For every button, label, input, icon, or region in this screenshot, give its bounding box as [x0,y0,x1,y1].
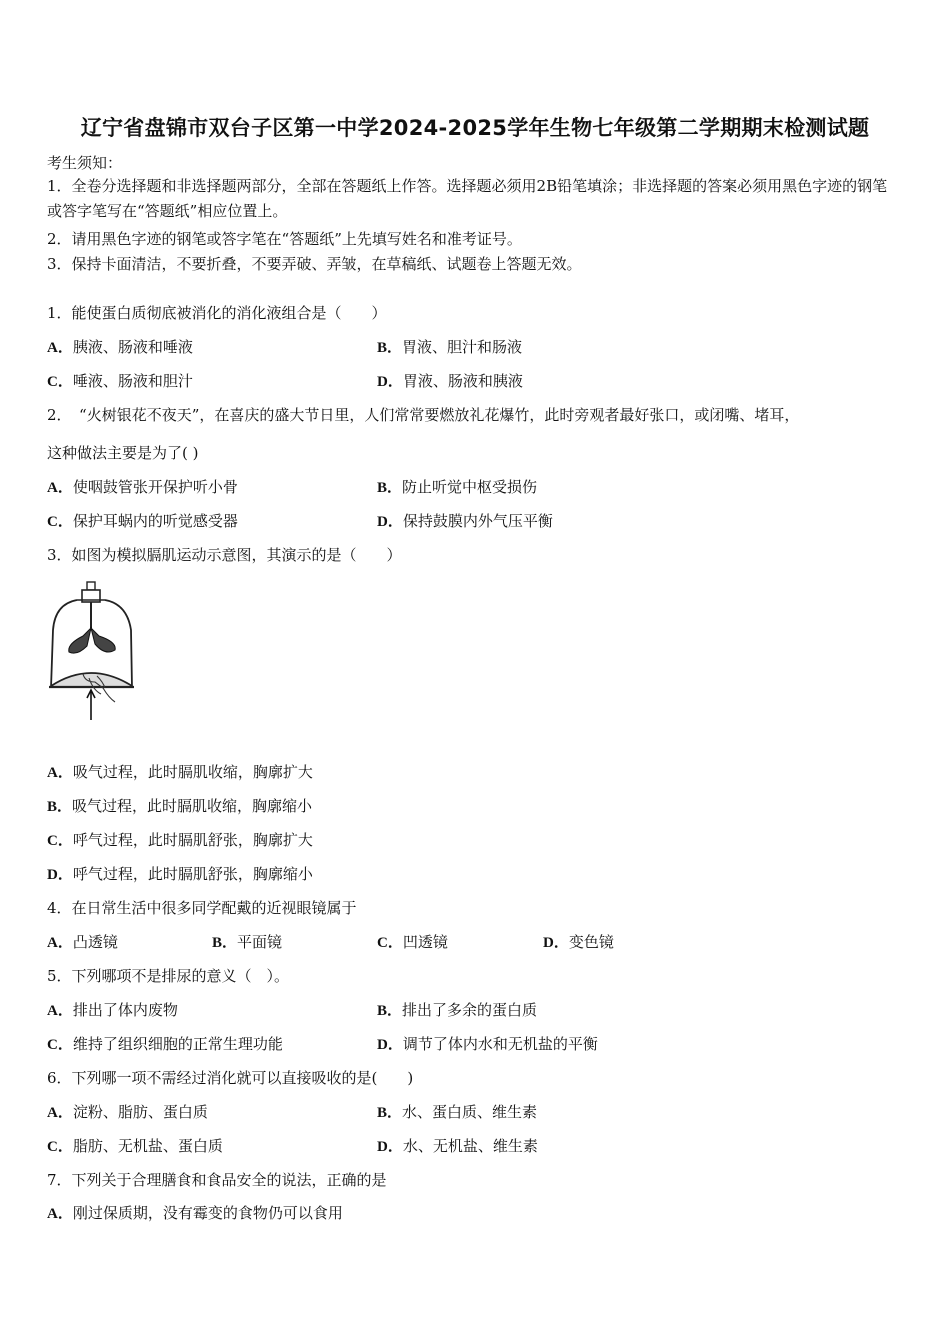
option-d[interactable]: D．呼气过程，此时膈肌舒张，胸廓缩小 [47,865,313,883]
option-b[interactable]: B．平面镜 [212,933,283,951]
option-b[interactable]: B．防止听觉中枢受损伤 [377,478,538,496]
option-a[interactable]: A．淀粉、脂肪、蛋白质 [47,1103,208,1121]
option-c[interactable]: C．维持了组织细胞的正常生理功能 [47,1035,283,1053]
option-a[interactable]: A．排出了体内废物 [47,1001,178,1019]
tube-top [87,582,95,590]
left-balloon [69,628,91,653]
option-b[interactable]: B．吸气过程，此时膈肌收缩，胸廓缩小 [47,797,313,815]
right-balloon [91,628,115,652]
option-d[interactable]: D．胃液、肠液和胰液 [377,372,523,390]
option-c[interactable]: C．脂肪、无机盐、蛋白质 [47,1137,223,1155]
option-a[interactable]: A．凸透镜 [47,933,118,951]
question-stem: 3．如图为模拟膈肌运动示意图，其演示的是（ ） [47,546,402,564]
question-stem: 4．在日常生活中很多同学配戴的近视眼镜属于 [47,899,357,917]
question-stem-continued: 这种做法主要是为了( ) [47,444,199,462]
option-d[interactable]: D．变色镜 [543,933,614,951]
option-d[interactable]: D．水、无机盐、维生素 [377,1137,538,1155]
option-b[interactable]: B．胃液、胆汁和肠液 [377,338,523,356]
option-b[interactable]: B．水、蛋白质、维生素 [377,1103,538,1121]
notice-item: 2．请用黑色字迹的钢笔或答字笔在“答题纸”上先填写姓名和准考证号。 [47,230,522,248]
page-title: 辽宁省盘锦市双台子区第一中学2024-2025学年生物七年级第二学期期末检测试题 [80,116,870,140]
option-a[interactable]: A．使咽鼓管张开保护听小骨 [47,478,238,496]
option-d[interactable]: D．保持鼓膜内外气压平衡 [377,512,553,530]
question-stem: 6．下列哪一项不需经过消化就可以直接吸收的是( ) [47,1069,414,1087]
question-stem: 5．下列哪项不是排尿的意义（ ）。 [47,967,290,985]
option-c[interactable]: C．凹透镜 [377,933,448,951]
option-d[interactable]: D．调节了体内水和无机盐的平衡 [377,1035,598,1053]
question-stem: 1．能使蛋白质彻底被消化的消化液组合是（ ） [47,304,387,322]
notice-item: 1．全卷分选择题和非选择题两部分，全部在答题纸上作答。选择题必须用2B铅笔填涂；非选择题的答案必须用黑色字迹的钢笔或答字笔写在“答题纸”相应位置上。 [47,177,888,220]
option-a[interactable]: A．吸气过程，此时膈肌收缩，胸廓扩大 [47,763,313,781]
option-c[interactable]: C．保护耳蜗内的听觉感受器 [47,512,238,530]
question-stem: 2． “火树银花不夜天”，在喜庆的盛大节日里，人们常常要燃放礼花爆竹，此时旁观者最好张口，或闭嘴、堵耳， [47,406,800,424]
option-a[interactable]: A．胰液、肠液和唾液 [47,338,193,356]
option-c[interactable]: C．唾液、肠液和胆汁 [47,372,193,390]
diaphragm-model-figure [45,578,170,723]
notice-heading: 考生须知： [47,154,123,172]
notice-item: 3．保持卡面清洁，不要折叠，不要弄破、弄皱，在草稿纸、试题卷上答题无效。 [47,255,582,273]
question-stem: 7．下列关于合理膳食和食品安全的说法，正确的是 [47,1171,387,1189]
option-a[interactable]: A．刚过保质期，没有霉变的食物仍可以食用 [47,1204,343,1222]
option-b[interactable]: B．排出了多余的蛋白质 [377,1001,538,1019]
option-c[interactable]: C．呼气过程，此时膈肌舒张，胸廓扩大 [47,831,313,849]
